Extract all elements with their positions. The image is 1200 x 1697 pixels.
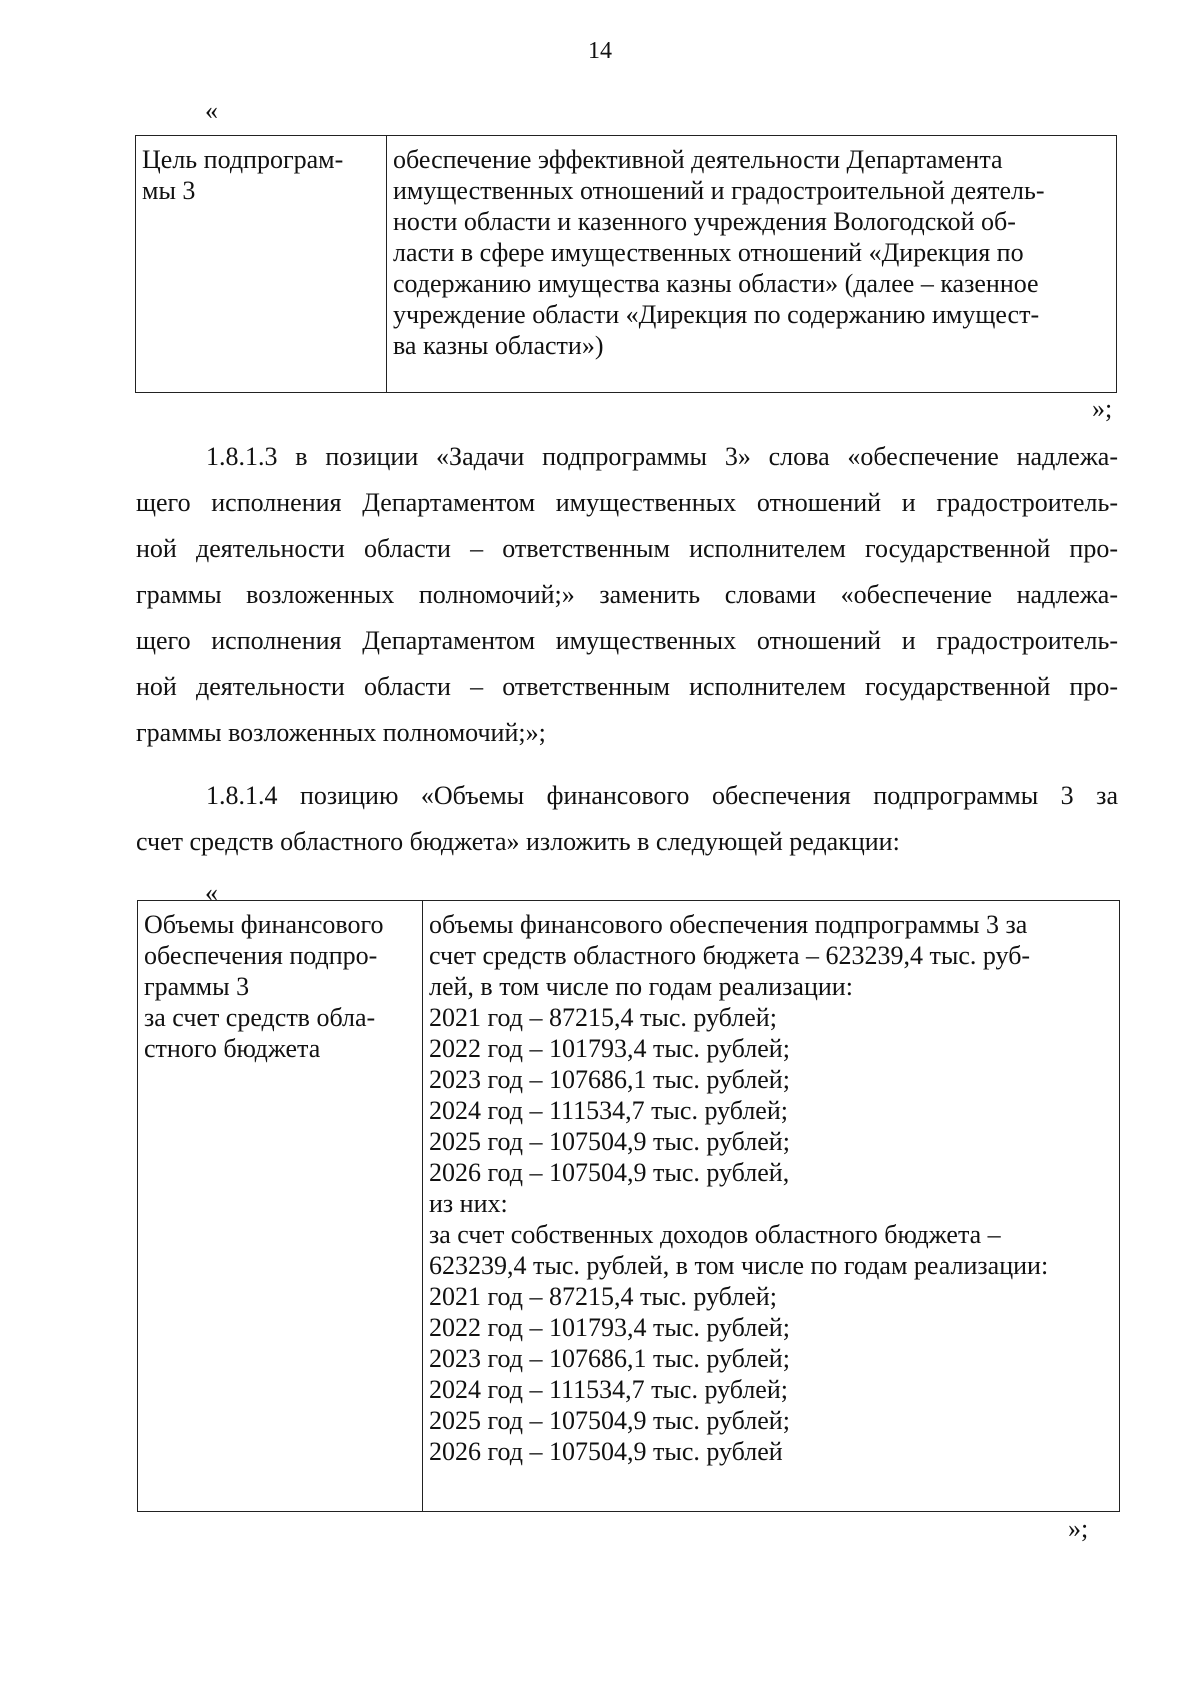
table-cell-line: граммы 3 <box>144 972 250 1001</box>
table-cell-line: 2024 год – 111534,7 тыс. рублей; <box>429 1096 788 1125</box>
table-cell-line: за счет средств обла- <box>144 1003 376 1032</box>
table-cell-line: 2022 год – 101793,4 тыс. рублей; <box>429 1313 790 1342</box>
table-cell-line: имущественных отношений и градостроительной деятель- <box>393 176 1045 205</box>
table-funding-value-cell <box>423 901 1120 1512</box>
table-cell-line: за счет собственных доходов областного бюджета – <box>429 1220 1001 1249</box>
table-cell-line: 2026 год – 107504,9 тыс. рублей <box>429 1437 783 1466</box>
table-funding-label-cell <box>138 901 423 1512</box>
opening-quote: « <box>205 96 218 125</box>
table-goal <box>135 135 1117 393</box>
closing-quote: »; <box>1068 1514 1089 1543</box>
paragraph-line: ной деятельности области – ответственным исполнителем государственной про- <box>136 534 1118 563</box>
table-cell-line: 2022 год – 101793,4 тыс. рублей; <box>429 1034 790 1063</box>
paragraph-1-8-1-3 <box>136 434 1118 756</box>
table-funding <box>137 900 1120 1512</box>
table-cell-line: Объемы финансового <box>144 910 384 939</box>
paragraph-line: граммы возложенных полномочий;» заменить словами «обеспечение надлежа- <box>136 580 1118 609</box>
page-number: 14 <box>588 38 612 64</box>
table-cell-line: учреждение области «Дирекция по содержанию имущест- <box>393 300 1040 329</box>
paragraph-line: граммы возложенных полномочий;»; <box>136 718 546 747</box>
table-cell-line: 2021 год – 87215,4 тыс. рублей; <box>429 1003 777 1032</box>
table-cell-line: 2025 год – 107504,9 тыс. рублей; <box>429 1406 790 1435</box>
opening-quote: « <box>205 878 218 907</box>
table-cell-line: 623239,4 тыс. рублей, в том числе по годам реализации: <box>429 1251 1049 1280</box>
table-cell-line: объемы финансового обеспечения подпрограммы 3 за <box>429 910 1028 939</box>
table-cell-line: из них: <box>429 1189 508 1218</box>
table-cell-line: стного бюджета <box>144 1034 321 1063</box>
table-cell-line: обеспечения подпро- <box>144 941 378 970</box>
paragraph-line: щего исполнения Департаментом имущественных отношений и градостроитель- <box>136 488 1118 517</box>
table-cell-line: 2023 год – 107686,1 тыс. рублей; <box>429 1344 790 1373</box>
paragraph-line: 1.8.1.4 позицию «Объемы финансового обеспечения подпрограммы 3 за <box>206 781 1118 810</box>
closing-quote: »; <box>1092 394 1113 423</box>
table-cell-line: ласти в сфере имущественных отношений «Дирекция по <box>393 238 1024 267</box>
paragraph-1-8-1-4 <box>136 773 1118 865</box>
table-cell-line: счет средств областного бюджета – 623239,4 тыс. руб- <box>429 941 1031 970</box>
paragraph-line: 1.8.1.3 в позиции «Задачи подпрограммы 3» слова «обеспечение надлежа- <box>206 442 1118 471</box>
table-cell-line: ности области и казенного учреждения Вологодской об- <box>393 207 1016 236</box>
table-cell-line: 2021 год – 87215,4 тыс. рублей; <box>429 1282 777 1311</box>
table-cell-line: 2023 год – 107686,1 тыс. рублей; <box>429 1065 790 1094</box>
table-cell-line: 2024 год – 111534,7 тыс. рублей; <box>429 1375 788 1404</box>
table-goal-label-cell <box>136 136 387 393</box>
table-cell-line: содержанию имущества казны области» (далее – казенное <box>393 269 1039 298</box>
table-cell-line: 2025 год – 107504,9 тыс. рублей; <box>429 1127 790 1156</box>
paragraph-line: щего исполнения Департаментом имущественных отношений и градостроитель- <box>136 626 1118 655</box>
paragraph-line: счет средств областного бюджета» изложить в следующей редакции: <box>136 827 900 856</box>
table-cell-line: ва казны области») <box>393 331 604 360</box>
table-cell-line: лей, в том числе по годам реализации: <box>429 972 853 1001</box>
paragraph-line: ной деятельности области – ответственным исполнителем государственной про- <box>136 672 1118 701</box>
table-cell-line: обеспечение эффективной деятельности Департамента <box>393 145 1003 174</box>
table-cell-line: Цель подпрограм- <box>142 145 344 174</box>
table-cell-line: мы 3 <box>142 176 196 205</box>
table-goal-value-cell <box>387 136 1117 393</box>
table-cell-line: 2026 год – 107504,9 тыс. рублей, <box>429 1158 790 1187</box>
